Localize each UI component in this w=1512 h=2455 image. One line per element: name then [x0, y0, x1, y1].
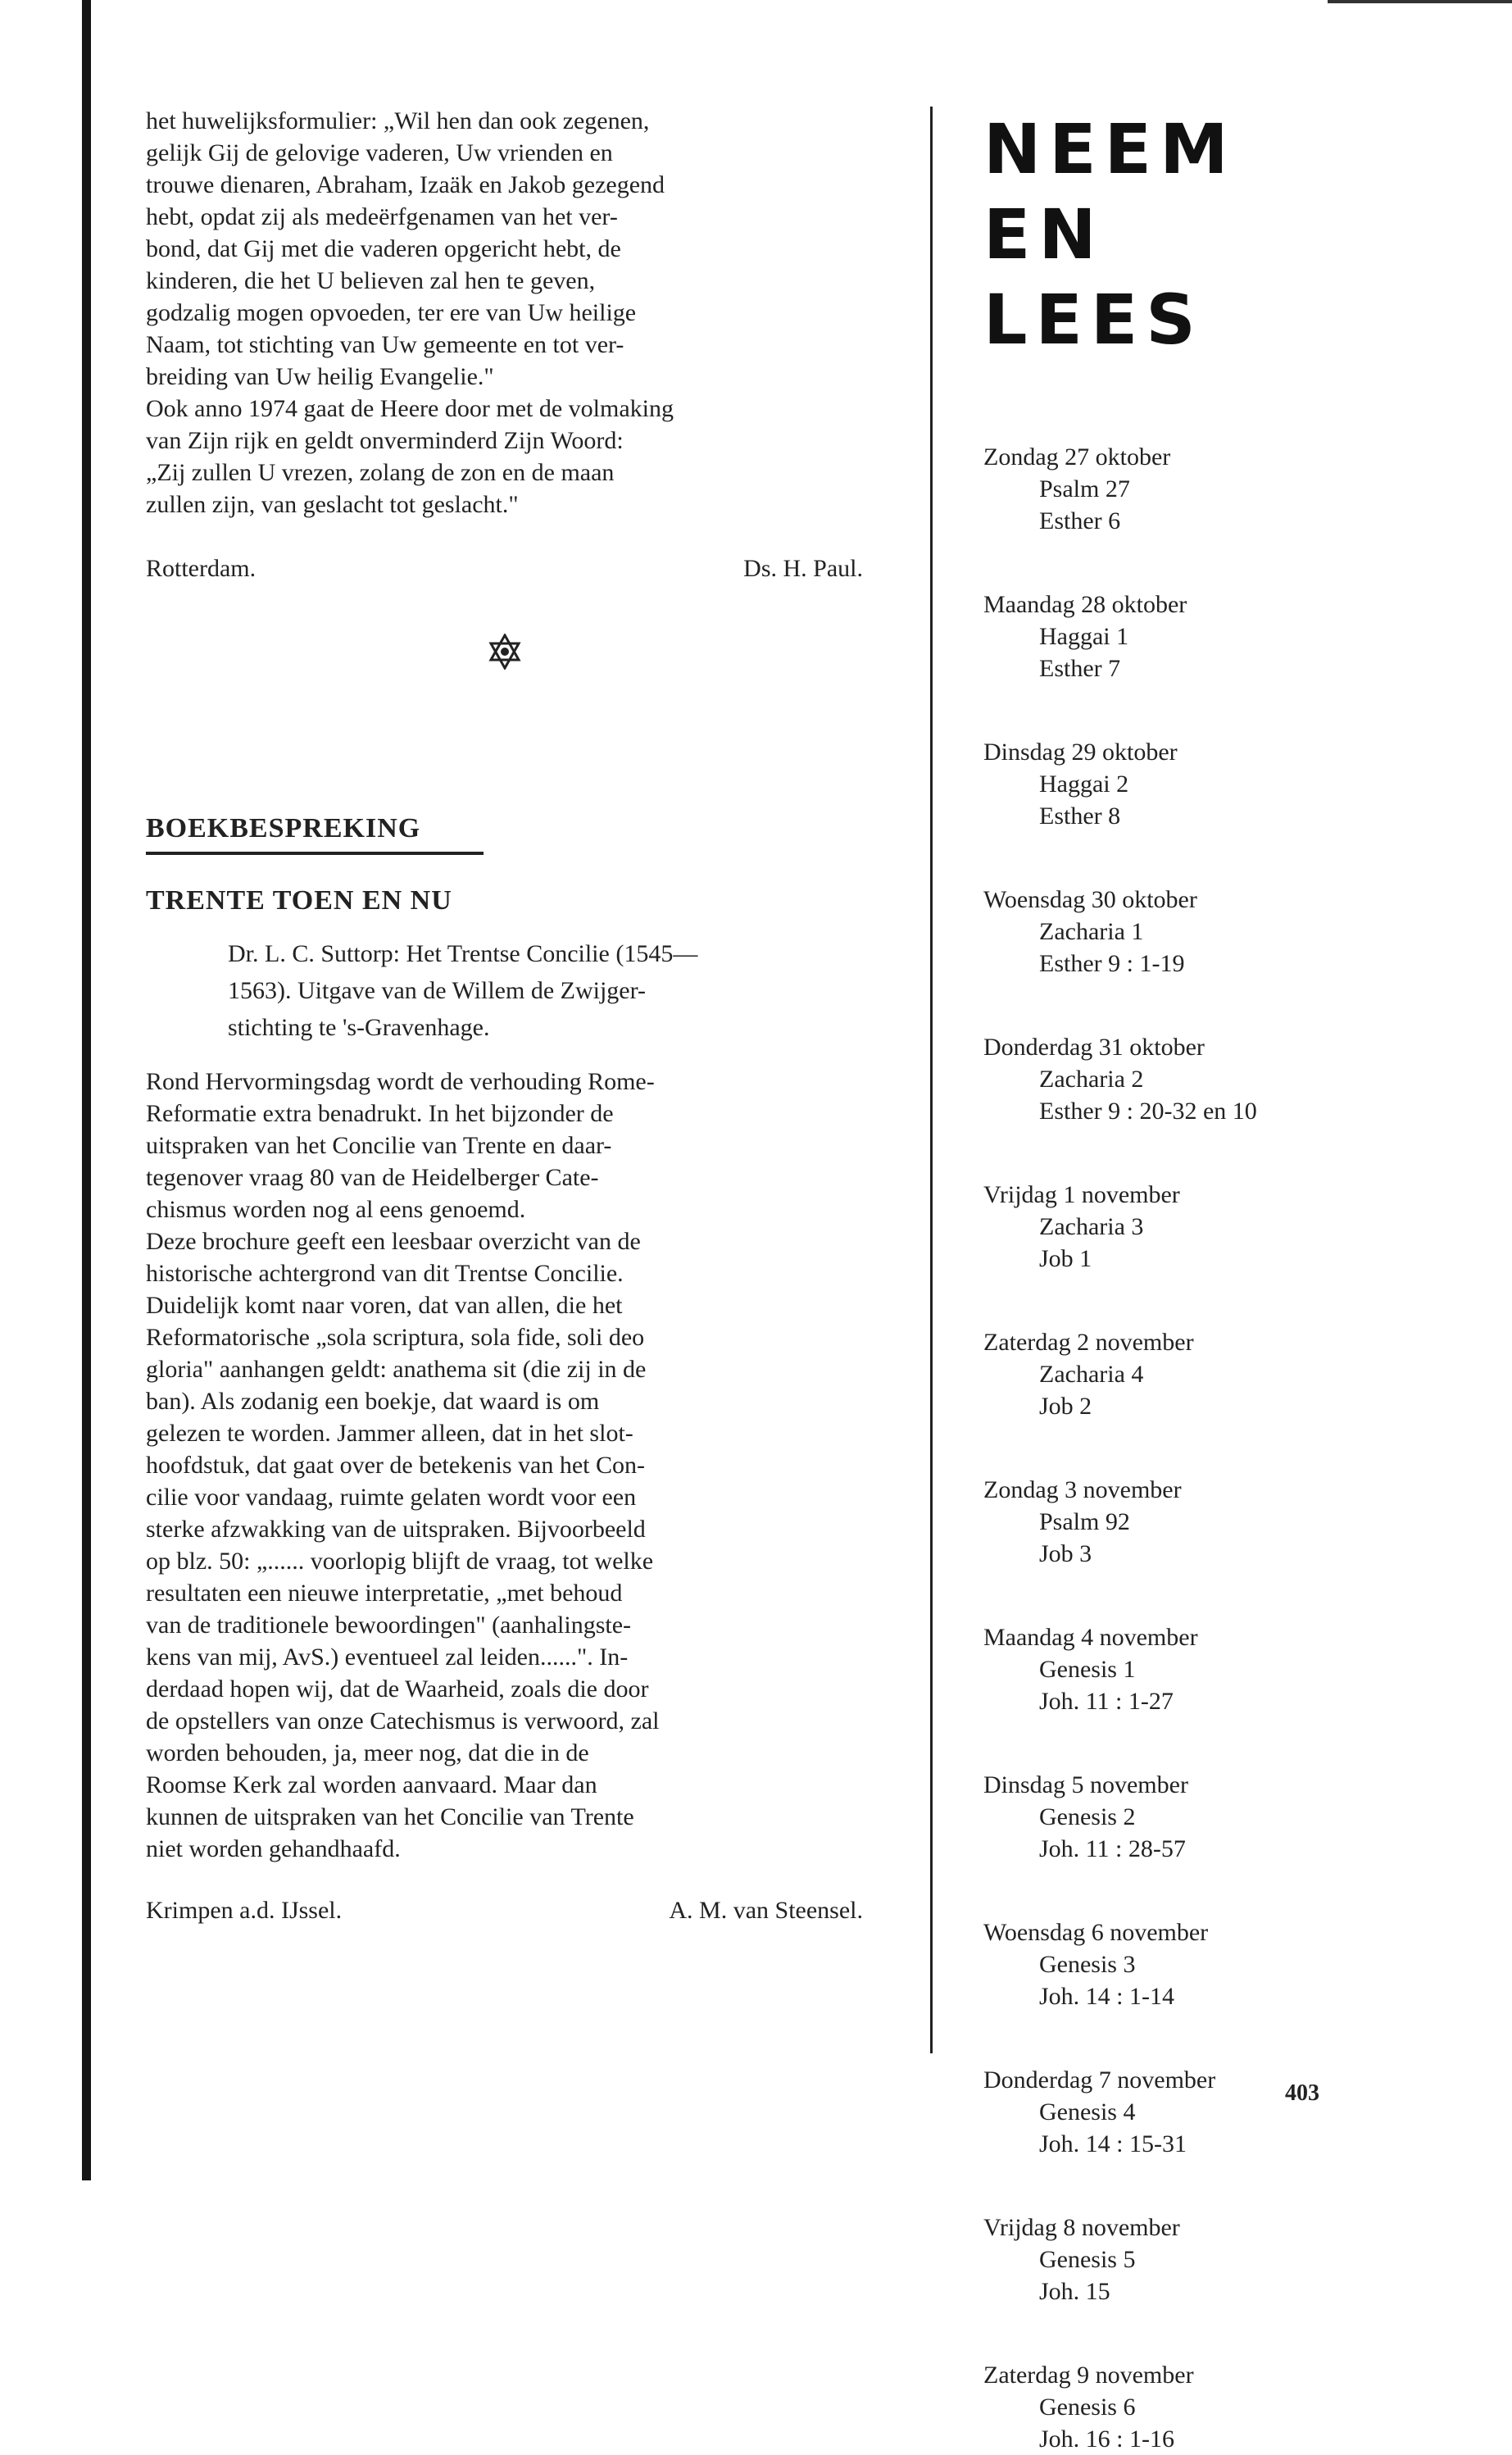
body-line: chismus worden nog al eens genoemd. — [146, 1196, 526, 1223]
body-line: gloria" aanhangen geldt: anathema sit (die zij in de — [146, 1356, 647, 1383]
reference-line: stichting te 's-Gravenhage. — [228, 1014, 490, 1041]
reading-schedule — [983, 441, 1257, 2455]
body-line: Reformatie extra benadrukt. In het bijzonder de — [146, 1100, 614, 1127]
left-column — [146, 105, 863, 1926]
reading-day — [983, 2212, 1257, 2307]
day-date: Woensdag 30 oktober — [983, 886, 1197, 913]
reading-entry: Esther 6 — [1039, 507, 1121, 534]
reading-entry: Psalm 27 — [1039, 475, 1130, 502]
reading-entry: Joh. 14 : 15-31 — [1039, 2130, 1187, 2157]
reading-day — [983, 1474, 1257, 1570]
reading-entry: Genesis 1 — [1039, 1656, 1136, 1683]
body-line: derdaad hopen wij, dat de Waarheid, zoals die door — [146, 1675, 649, 1703]
day-date: Woensdag 6 november — [983, 1919, 1209, 1946]
reading-day — [983, 589, 1257, 684]
review-title: TRENTE TOEN EN NU — [146, 885, 452, 916]
reading-entry: Zacharia 4 — [1039, 1361, 1144, 1388]
article-line: kinderen, die het U believen zal hen te geven, — [146, 267, 596, 294]
book-reference — [228, 935, 865, 1046]
body-line: kens van mij, AvS.) eventueel zal leiden......". In- — [146, 1643, 629, 1671]
article-line: van Zijn rijk en geldt onverminderd Zijn Woord: — [146, 427, 624, 454]
reading-entry: Esther 8 — [1039, 802, 1121, 830]
title-line: EN — [983, 194, 1105, 275]
day-date: Donderdag 31 oktober — [983, 1034, 1205, 1061]
body-line: kunnen de uitspraken van het Concilie van Trente — [146, 1803, 634, 1830]
article-line: breiding van Uw heilig Evangelie." — [146, 363, 494, 390]
body-line: historische achtergrond van dit Trentse Concilie. — [146, 1260, 624, 1287]
reference-line: Dr. L. C. Suttorp: Het Trentse Concilie (1545— — [228, 940, 698, 967]
reading-plan-title — [983, 107, 1500, 362]
body-line: tegenover vraag 80 van de Heidelberger Cate- — [146, 1164, 599, 1191]
reading-entry: Joh. 14 : 1-14 — [1039, 1983, 1174, 2010]
signature-author: A. M. van Steensel. — [669, 1897, 863, 1924]
title-line: NEEM — [983, 109, 1237, 189]
book-review-section — [146, 812, 863, 1926]
day-date: Zondag 3 november — [983, 1476, 1182, 1503]
reading-day — [983, 1179, 1257, 1275]
reading-entry: Esther 7 — [1039, 655, 1121, 682]
body-line: sterke afzwakking van de uitspraken. Bijvoorbeeld — [146, 1516, 646, 1543]
reading-day — [983, 2064, 1257, 2160]
day-date: Zaterdag 2 november — [983, 1329, 1194, 1356]
body-line: op blz. 50: „...... voorlopig blijft de vraag, tot welke — [146, 1548, 654, 1575]
reading-entry: Haggai 1 — [1039, 623, 1129, 650]
reading-entry: Joh. 15 — [1039, 2278, 1110, 2305]
article-line: gelijk Gij de gelovige vaderen, Uw vrienden en — [146, 139, 613, 166]
day-date: Maandag 4 november — [983, 1624, 1198, 1651]
review-body — [146, 1066, 863, 1865]
reading-entry: Esther 9 : 1-19 — [1039, 950, 1185, 977]
reading-day — [983, 1621, 1257, 1717]
reading-entry: Esther 9 : 20-32 en 10 — [1039, 1098, 1257, 1125]
page-number: 403 — [1285, 2080, 1319, 2106]
body-line: Rond Hervormingsdag wordt de verhouding Rome- — [146, 1068, 655, 1095]
reading-day — [983, 2359, 1257, 2455]
reading-entry: Genesis 5 — [1039, 2246, 1136, 2273]
reference-line: 1563). Uitgave van de Willem de Zwijger- — [228, 977, 646, 1004]
day-date: Vrijdag 1 november — [983, 1181, 1180, 1208]
body-line: ban). Als zodanig een boekje, dat waard is om — [146, 1388, 600, 1415]
review-signature — [146, 1894, 863, 1926]
reading-day — [983, 736, 1257, 832]
body-line: de opstellers van onze Catechismus is verwoord, zal — [146, 1707, 660, 1734]
reading-entry: Genesis 4 — [1039, 2098, 1136, 2125]
body-line: niet worden gehandhaafd. — [146, 1835, 401, 1862]
article-line: Ook anno 1974 gaat de Heere door met de volmaking — [146, 395, 674, 422]
day-date: Dinsdag 5 november — [983, 1771, 1188, 1798]
body-line: cilie voor vandaag, ruimte gelaten wordt voor een — [146, 1484, 637, 1511]
star-ornament-icon — [146, 634, 864, 673]
reading-day — [983, 1326, 1257, 1422]
day-date: Maandag 28 oktober — [983, 591, 1187, 618]
reading-entry: Zacharia 1 — [1039, 918, 1144, 945]
article-signature — [146, 552, 863, 584]
body-line: hoofdstuk, dat gaat over de betekenis van het Con- — [146, 1452, 645, 1479]
article-continuation — [146, 105, 863, 521]
article-line: bond, dat Gij met die vaderen opgericht hebt, de — [146, 235, 621, 262]
body-line: Reformatorische „sola scriptura, sola fide, soli deo — [146, 1324, 645, 1351]
reading-entry: Genesis 6 — [1039, 2394, 1136, 2421]
reading-entry: Zacharia 3 — [1039, 1213, 1144, 1240]
body-line: Deze brochure geeft een leesbaar overzicht van de — [146, 1228, 641, 1255]
reading-entry: Genesis 2 — [1039, 1803, 1136, 1830]
body-line: Duidelijk komt naar voren, dat van allen, die het — [146, 1292, 623, 1319]
scan-edge-left — [82, 0, 91, 2180]
article-line: het huwelijksformulier: „Wil hen dan ook zegenen, — [146, 107, 650, 134]
reading-entry: Haggai 2 — [1039, 771, 1129, 798]
signature-place: Krimpen a.d. IJssel. — [146, 1897, 343, 1924]
body-line: uitspraken van het Concilie van Trente en daar- — [146, 1132, 612, 1159]
article-line: trouwe dienaren, Abraham, Izaäk en Jakob gezegend — [146, 171, 665, 198]
day-date: Vrijdag 8 november — [983, 2214, 1180, 2241]
body-line: van de traditionele bewoordingen" (aanhalingste- — [146, 1612, 632, 1639]
article-line: „Zij zullen U vrezen, zolang de zon en de maan — [146, 459, 615, 486]
scan-edge-top — [1328, 0, 1512, 3]
section-heading: BOEKBESPREKING — [146, 813, 421, 843]
reading-entry: Zacharia 2 — [1039, 1066, 1144, 1093]
reading-entry: Joh. 11 : 28-57 — [1039, 1835, 1186, 1862]
reading-entry: Job 3 — [1039, 1540, 1092, 1567]
reading-entry: Psalm 92 — [1039, 1508, 1130, 1535]
article-line: zullen zijn, van geslacht tot geslacht." — [146, 491, 519, 518]
title-line: LEES — [983, 280, 1204, 360]
body-line: worden behouden, ja, meer nog, dat die in de — [146, 1739, 589, 1766]
column-divider — [930, 107, 933, 2053]
reading-day — [983, 1769, 1257, 1865]
day-date: Donderdag 7 november — [983, 2066, 1216, 2094]
reading-day — [983, 884, 1257, 980]
day-date: Zondag 27 oktober — [983, 443, 1171, 471]
reading-day — [983, 1916, 1257, 2012]
heading-underline — [146, 852, 484, 855]
reading-day — [983, 1031, 1257, 1127]
article-line: godzalig mogen opvoeden, ter ere van Uw heilige — [146, 299, 637, 326]
body-line: resultaten een nieuwe interpretatie, „met behoud — [146, 1580, 623, 1607]
article-line: Naam, tot stichting van Uw gemeente en tot ver- — [146, 331, 624, 358]
reading-day — [983, 441, 1257, 537]
body-line: gelezen te worden. Jammer alleen, dat in het slot- — [146, 1420, 633, 1447]
reading-entry: Joh. 11 : 1-27 — [1039, 1688, 1174, 1715]
reading-entry: Genesis 3 — [1039, 1951, 1136, 1978]
signature-author: Ds. H. Paul. — [743, 555, 863, 582]
body-line: Roomse Kerk zal worden aanvaard. Maar dan — [146, 1771, 597, 1798]
article-line: hebt, opdat zij als medeërfgenamen van het ver- — [146, 203, 618, 230]
reading-entry: Joh. 16 : 1-16 — [1039, 2425, 1174, 2453]
day-date: Dinsdag 29 oktober — [983, 739, 1178, 766]
day-date: Zaterdag 9 november — [983, 2362, 1194, 2389]
signature-place: Rotterdam. — [146, 555, 257, 582]
reading-entry: Job 2 — [1039, 1393, 1092, 1420]
reading-entry: Job 1 — [1039, 1245, 1092, 1272]
